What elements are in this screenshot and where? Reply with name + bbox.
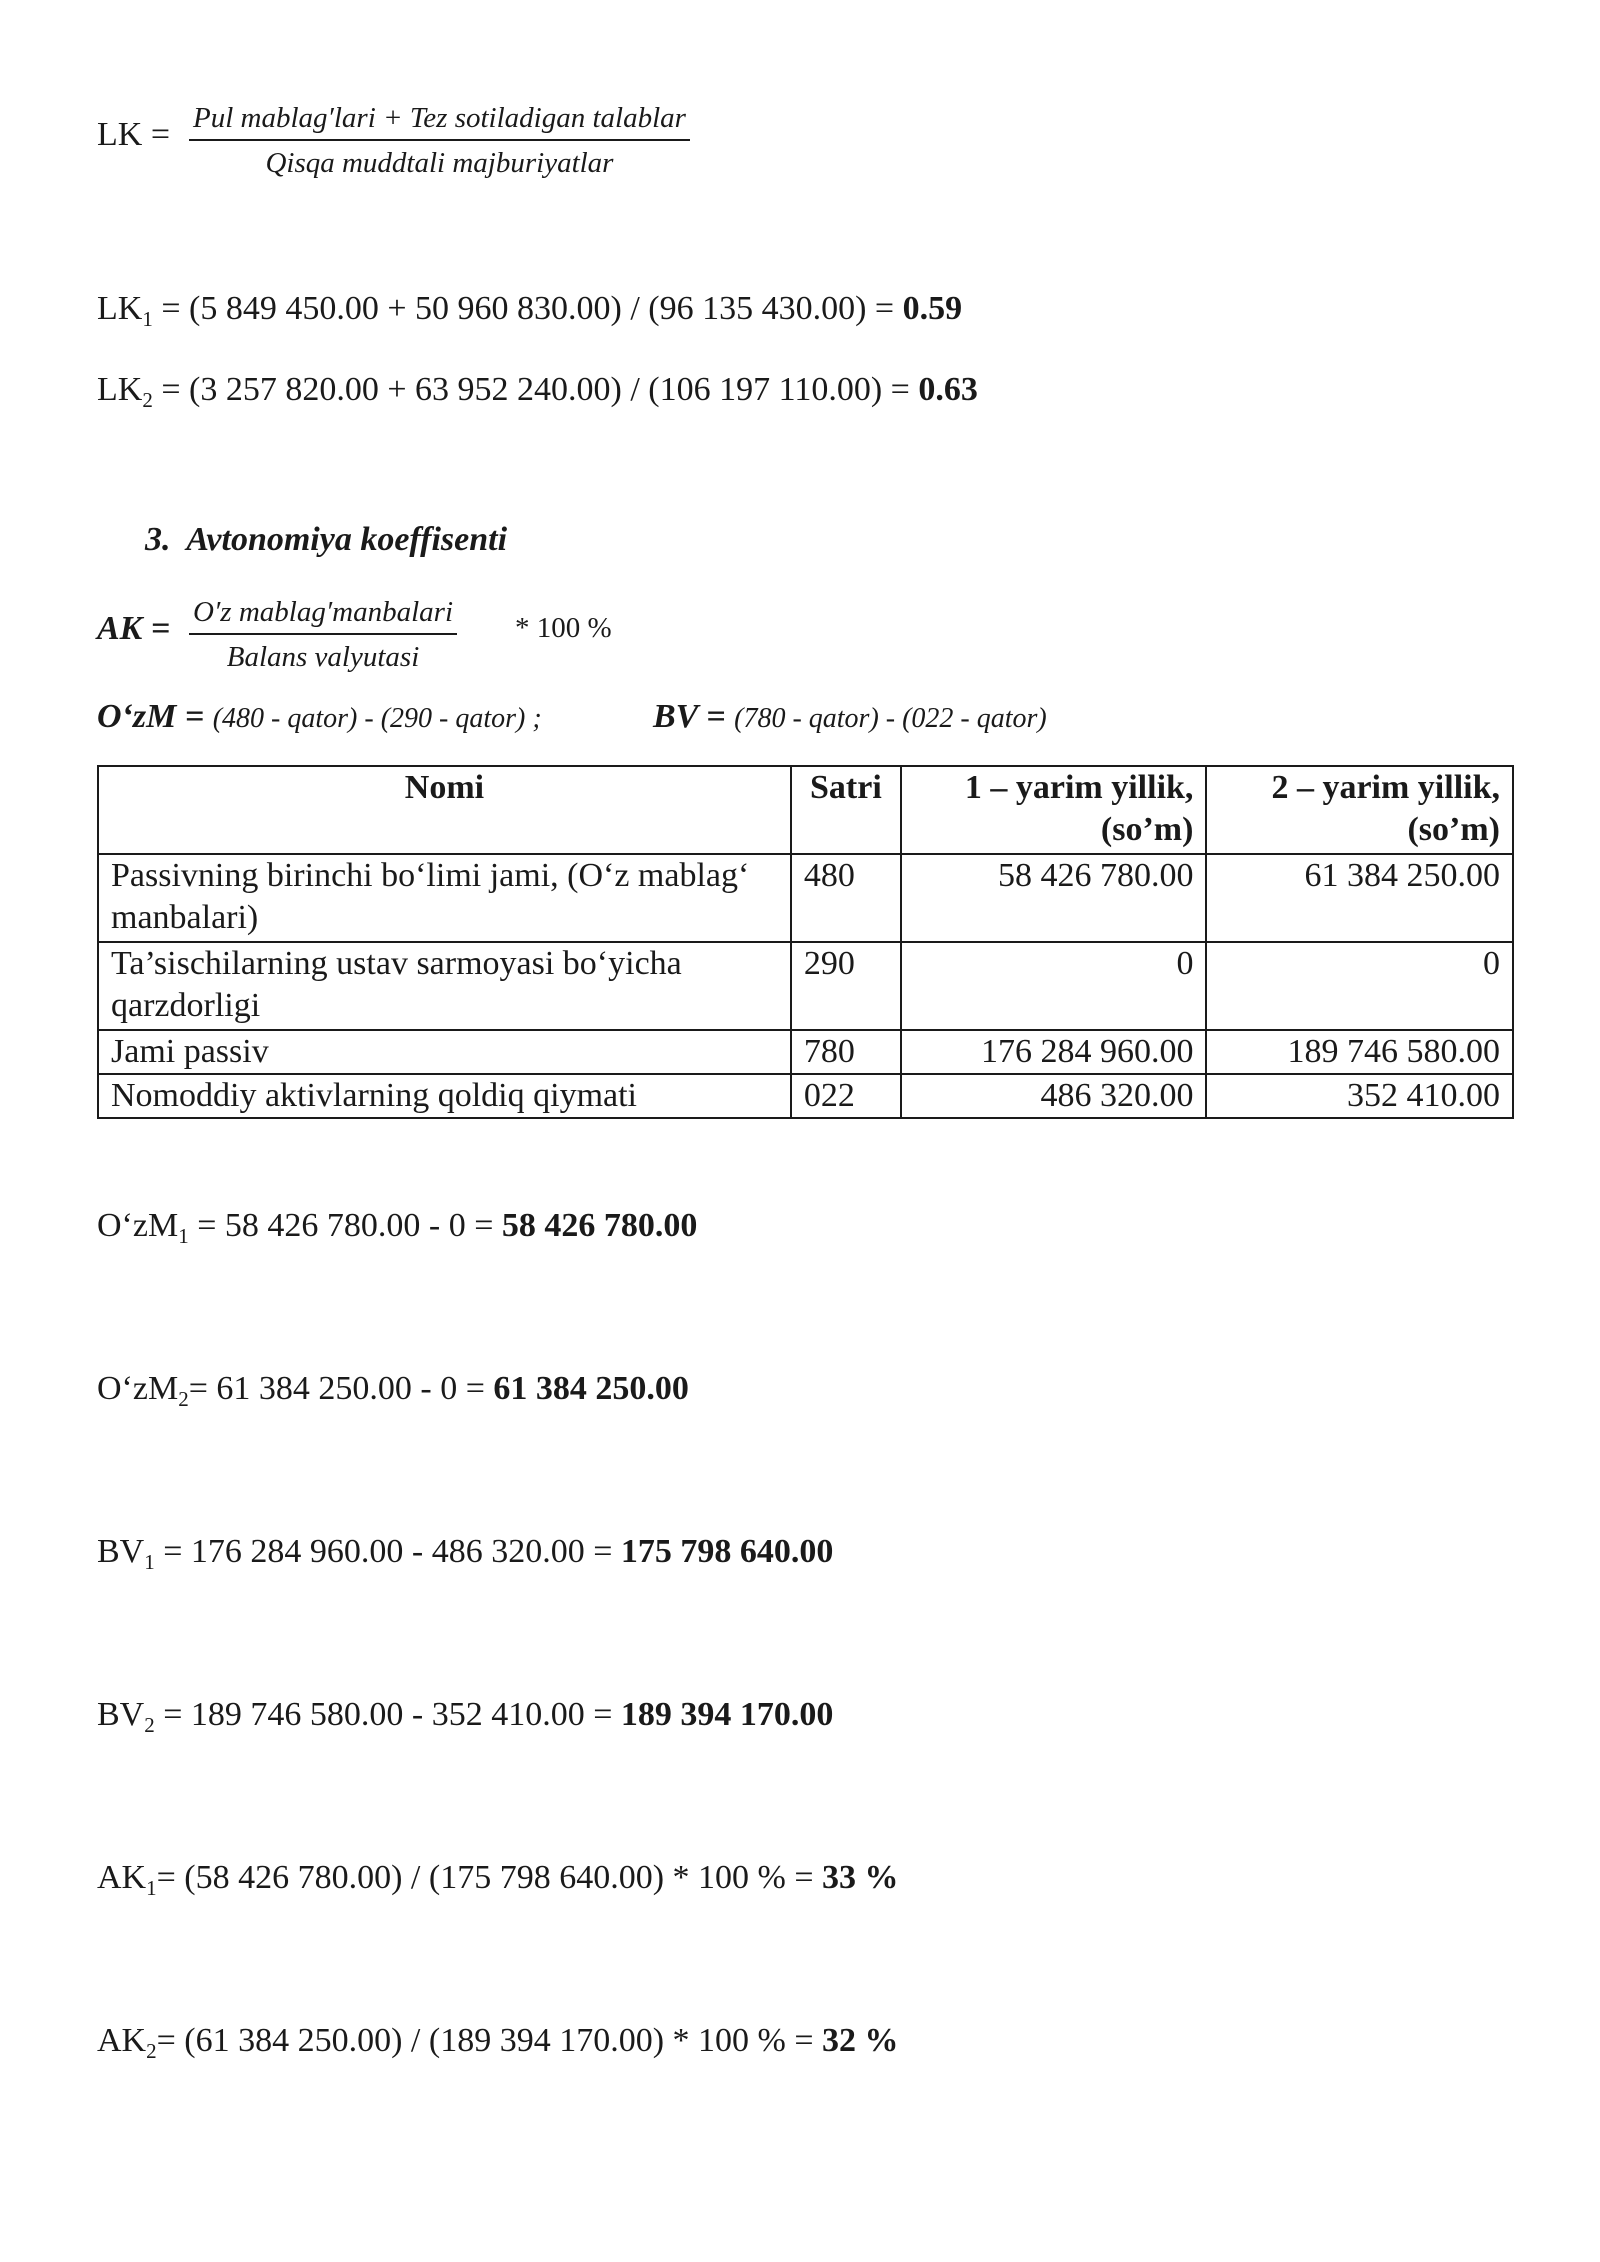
table-row [98,854,1513,942]
table-header-row [98,766,1513,854]
lk-formula-lhs: LK = [97,116,170,153]
lk-denominator: Qisqa muddtali majburiyatlar [265,147,614,179]
calc-expr: = 58 426 780.00 - 0 = [188,1207,502,1244]
lk-numerator: Pul mablag′lari + Tez sotiladigan talablar [189,102,690,141]
ak-suffix: * 100 % [515,612,612,644]
row-period-1: 176 284 960.00 [901,1030,1207,1074]
calc-result: 0.59 [902,290,963,327]
ak-numerator: O′z mablag′manbalari [189,596,457,635]
bv-def-lhs: BV = [653,698,726,735]
balance-table [97,765,1514,1119]
result-bv-2 [97,1696,834,1737]
row-name: Ta’sischilarning ustav sarmoyasi bo‘yicha qarzdorligi [98,942,791,1030]
table-row [98,1074,1513,1118]
calc-result: 189 394 170.00 [620,1696,834,1733]
calc-result: 32 % [822,2022,899,2059]
calc-result: 33 % [822,1859,899,1896]
calc-sub: 1 [178,1224,189,1248]
calc-name: AK [97,2022,147,2059]
result-bv-1 [97,1533,834,1574]
calc-name: LK [97,290,143,327]
lk-fraction [189,102,690,180]
row-period-2: 352 410.00 [1206,1074,1513,1118]
lk-calc-1 [97,290,963,331]
result-ozm-2 [97,1370,689,1411]
row-line: 780 [791,1030,901,1074]
row-period-2: 189 746 580.00 [1206,1030,1513,1074]
calc-name: AK [97,1859,147,1896]
result-ozm-1 [97,1207,698,1248]
header-period-1: 1 – yarim yillik, (so’m) [901,766,1207,854]
calc-expr: = (58 426 780.00) / (175 798 640.00) * 100 % = [156,1859,823,1896]
calc-expr: = 176 284 960.00 - 486 320.00 = [154,1533,621,1570]
calc-sub: 1 [142,307,153,331]
section-number: 3. [145,521,171,558]
row-line: 022 [791,1074,901,1118]
calc-sub: 1 [144,1550,155,1574]
calc-expr: = (61 384 250.00) / (189 394 170.00) * 100 % = [156,2022,823,2059]
row-period-1: 0 [901,942,1207,1030]
row-name: Nomoddiy aktivlarning qoldiq qiymati [98,1074,791,1118]
section-heading [145,521,507,559]
result-ak-2 [97,2022,899,2063]
ozm-def-rhs: (480 - qator) - (290 - qator) ; [212,703,542,734]
table-row [98,942,1513,1030]
calc-name: BV [97,1533,145,1570]
ak-formula [97,598,797,678]
row-period-2: 0 [1206,942,1513,1030]
row-period-1: 486 320.00 [901,1074,1207,1118]
calc-sub: 1 [146,1876,157,1900]
row-name: Passivning birinchi bo‘limi jami, (O‘z mablag‘ manbalari) [98,854,791,942]
calc-expr: = (5 849 450.00 + 50 960 830.00) / (96 135 430.00) = [152,290,903,327]
row-line: 290 [791,942,901,1030]
calc-sub: 2 [144,1713,155,1737]
ozm-definition [97,698,542,736]
calc-sub: 2 [178,1387,189,1411]
calc-expr: = (3 257 820.00 + 63 952 240.00) / (106 197 110.00) = [152,371,919,408]
calc-sub: 2 [142,388,153,412]
calc-name: LK [97,371,143,408]
header-satri: Satri [791,766,901,854]
row-name: Jami passiv [98,1030,791,1074]
row-period-1: 58 426 780.00 [901,854,1207,942]
ak-denominator: Balans valyutasi [226,641,420,673]
header-nomi: Nomi [98,766,791,854]
row-period-2: 61 384 250.00 [1206,854,1513,942]
lk-formula [97,102,797,192]
lk-calc-2 [97,371,978,412]
bv-definition [653,698,1047,736]
result-ak-1 [97,1859,899,1900]
calc-name: O‘zM [97,1370,179,1407]
calc-name: O‘zM [97,1207,179,1244]
header-period-2: 2 – yarim yillik, (so’m) [1206,766,1513,854]
ak-fraction [189,596,457,674]
calc-result: 58 426 780.00 [501,1207,698,1244]
ozm-def-lhs: O‘zM = [97,698,205,735]
calc-expr: = 189 746 580.00 - 352 410.00 = [154,1696,621,1733]
ak-formula-lhs: AK = [97,610,171,647]
calc-result: 175 798 640.00 [620,1533,834,1570]
calc-expr: = 61 384 250.00 - 0 = [188,1370,494,1407]
row-line: 480 [791,854,901,942]
calc-result: 0.63 [918,371,978,408]
bv-def-rhs: (780 - qator) - (022 - qator) [734,703,1047,734]
calc-result: 61 384 250.00 [493,1370,689,1407]
calc-name: BV [97,1696,145,1733]
calc-sub: 2 [146,2039,157,2063]
section-title: Avtonomiya koeffisenti [186,521,508,558]
table-row [98,1030,1513,1074]
